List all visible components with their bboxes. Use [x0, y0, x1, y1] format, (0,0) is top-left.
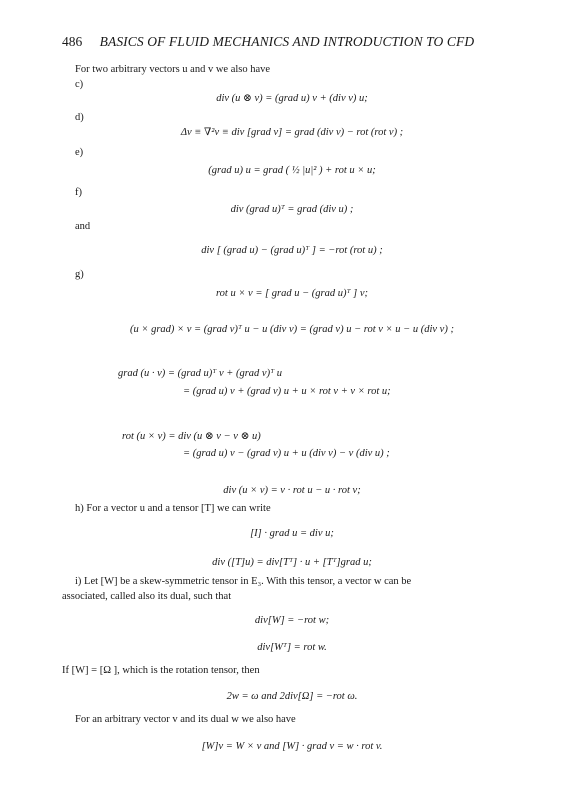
equation-f2: div [ (grad u) − (grad u)ᵀ ] = −rot (rot u) ; [201, 245, 383, 256]
running-title: BASICS OF FLUID MECHANICS AND INTRODUCTION TO CFD [99, 34, 475, 49]
equation-g5: div (u × v) = v · rot u − u · rot v; [223, 485, 361, 496]
equation-g4-line1: rot (u × v) = div (u ⊗ v − v ⊗ u) [122, 431, 261, 442]
equation-i4: [W]v = W × v and [W] · grad v = w · rot v. [201, 741, 383, 752]
item-label-g: g) [75, 269, 84, 280]
equation-g2: (u × grad) × v = (grad v)ᵀ u − u (div v) = (grad v) u − rot v × u − u (div v) ; [130, 324, 454, 335]
equation-h1: [I] · grad u = div u; [250, 528, 334, 539]
page-number: 486 [62, 34, 83, 49]
equation-i3: 2w = ω and 2div[Ω] = −rot ω. [226, 691, 358, 702]
item-label-c: c) [75, 79, 84, 90]
equation-g3-line1: grad (u · v) = (grad u)ᵀ v + (grad v)ᵀ u [118, 368, 283, 379]
text-i-line2: associated, called also its dual, such that [62, 591, 232, 602]
intro-text: For two arbitrary vectors u and v we also have [75, 64, 271, 75]
equation-f: div (grad u)ᵀ = grad (div u) ; [230, 204, 354, 215]
text-i4: For an arbitrary vector v and its dual w we also have [75, 714, 296, 725]
equation-h2: div ([T]u) = div[Tᵀ] · u + [Tᵀ]grad u; [212, 557, 372, 568]
text-h: h) For a vector u and a tensor [T] we can write [75, 503, 271, 514]
equation-g3-line2: = (grad u) v + (grad v) u + u × rot v + v × rot u; [183, 386, 391, 397]
item-label-e: e) [75, 147, 84, 158]
text-i3: If [W] = [Ω ], which is the rotation tensor, then [62, 665, 260, 676]
equation-g: rot u × v = [ grad u − (grad u)ᵀ ] v; [215, 288, 369, 299]
equation-d: Δv ≡ ∇²v ≡ div [grad v] = grad (div v) − rot (rot v) ; [180, 127, 404, 138]
item-label-f: f) [75, 187, 82, 198]
text-i-line1: i) Let [W] be a skew-symmetric tensor in E₃. With this tensor, a vector w can be [75, 576, 412, 587]
equation-e: (grad u) u = grad ( ½ |u|² ) + rot u × u; [208, 165, 376, 176]
equation-i2: div[Wᵀ] = rot w. [257, 642, 327, 653]
equation-c: div (u ⊗ v) = (grad u) v + (div v) u; [216, 93, 368, 104]
equation-g4-line2: = (grad u) v − (grad v) u + u (div v) − v (div u) ; [183, 448, 390, 459]
page-header [62, 34, 522, 50]
and-text: and [75, 221, 91, 232]
item-label-d: d) [75, 112, 84, 123]
equation-i1: div[W] = −rot w; [254, 615, 330, 626]
